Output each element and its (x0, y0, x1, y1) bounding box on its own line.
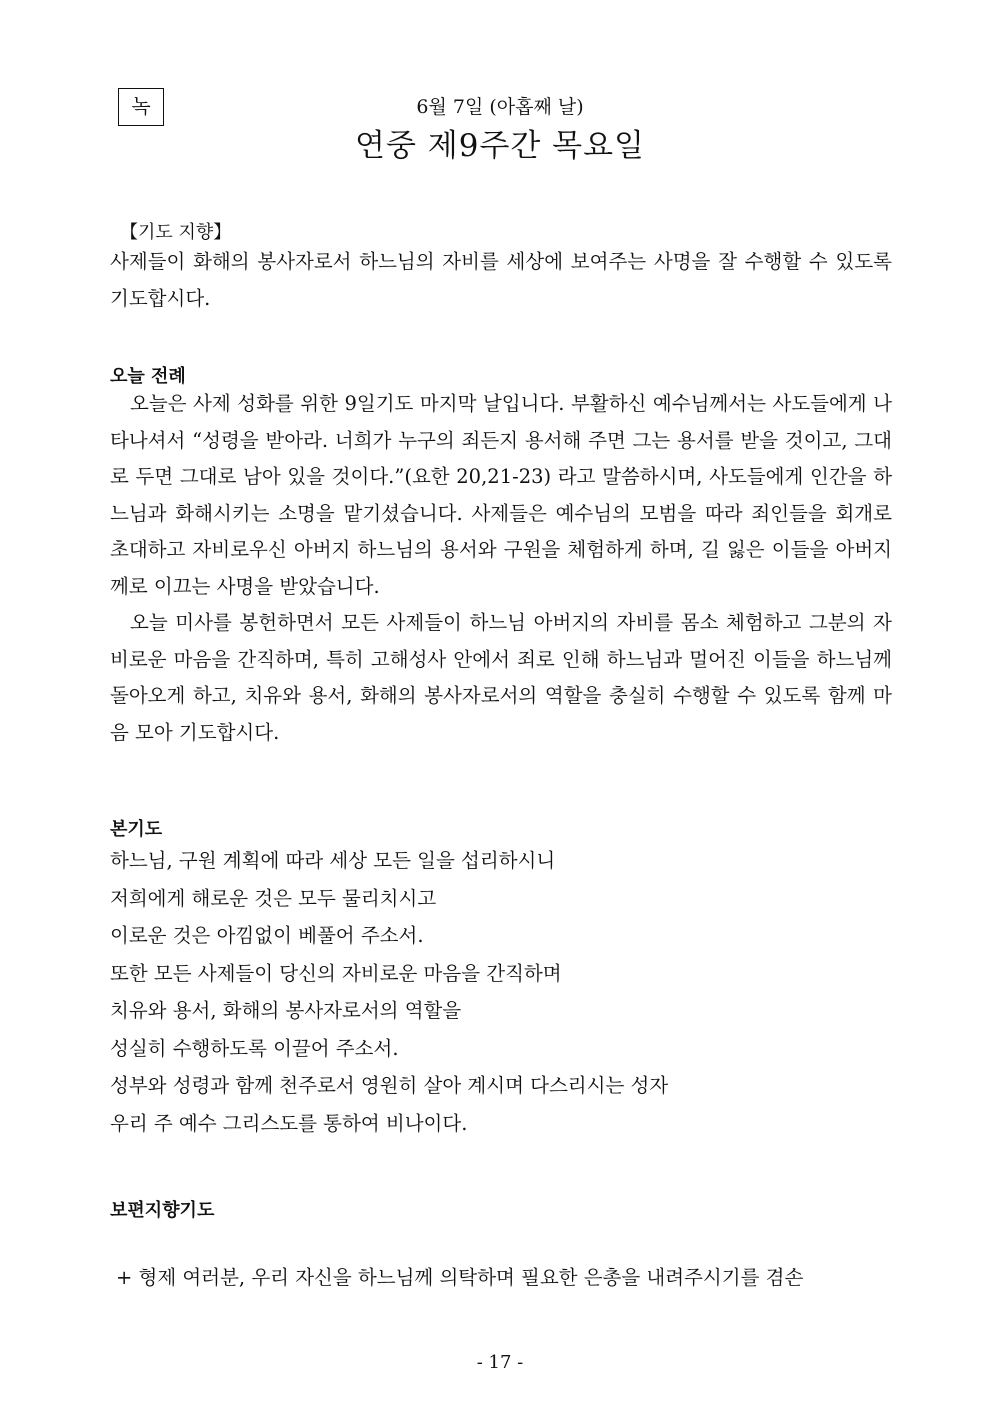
universal-prayer-heading: 보편지향기도 (110, 1200, 215, 1221)
collect-line: 또한 모든 사제들이 당신의 자비로운 마음을 간직하며 (110, 961, 562, 985)
page-number: - 17 - (476, 1352, 524, 1373)
collect-heading: 본기도 (110, 819, 163, 840)
today-liturgy-text (110, 386, 892, 751)
universal-prayer-line: + 형제 여러분, 우리 자신을 하느님께 의탁하며 필요한 은총을 내려주시기를 겸손 (116, 1266, 804, 1289)
collect-prayer (110, 842, 668, 1142)
date-line: 6월 7일 (아홉째 날) (416, 96, 584, 118)
liturgical-color-box: 녹 (118, 88, 164, 126)
collect-line: 하느님, 구원 계획에 따라 세상 모든 일을 섭리하시니 (110, 849, 556, 872)
collect-line: 우리 주 예수 그리스도를 통하여 비나이다. (110, 1111, 468, 1135)
page-title: 연중 제9주간 목요일 (355, 128, 645, 164)
today-liturgy-heading: 오늘 전례 (110, 366, 186, 387)
prayer-intention-label: 【기도 지향】 (120, 222, 232, 243)
today-liturgy-paragraph-2: 오늘 미사를 봉헌하면서 모든 사제들이 하느님 아버지의 자비를 몸소 체험하고 그분의 자비로운 마음을 간직하며, 특히 고해성사 안에서 죄로 인해 하느님과 멀어진 이들을 하느님께 돌아오게 하고, 치유와 용서, 화해의 봉사자로서의 역할을 충실히 수행할 수 있도록 함께 마음 모아 기도합시다. (110, 611, 892, 744)
prayer-intention-paragraph: 사제들이 화해의 봉사자로서 하느님의 자비를 세상에 보여주는 사명을 잘 수행할 수 있도록 기도합시다. (110, 250, 892, 310)
prayer-intention-text (110, 244, 892, 317)
today-liturgy-paragraph-1: 오늘은 사제 성화를 위한 9일기도 마지막 날입니다. 부활하신 예수님께서는 사도들에게 나타나셔서 “성령을 받아라. 너희가 누구의 죄든지 용서해 주면 그는 용서를 받을 것이고, 그대로 두면 그대로 남아 있을 것이다.”(요한 20,21-23) 라고 말씀하시며, 사도들에게 인간을 하느님과 화해시키는 소명을 맡기셨습니다. 사제들은 예수님의 모범을 따라 죄인들을 회개로 초대하고 자비로우신 아버지 하느님의 용서와 구원을 체험하게 하며, 길 잃은 이들을 아버지께로 이끄는 사명을 받았습니다. (110, 392, 892, 598)
collect-line: 이로운 것은 아낌없이 베풀어 주소서. (110, 924, 424, 947)
collect-line: 성실히 수행하도록 이끌어 주소서. (110, 1036, 399, 1060)
collect-line: 치유와 용서, 화해의 봉사자로서의 역할을 (110, 999, 462, 1022)
collect-line: 저희에게 해로운 것은 모두 물리치시고 (110, 886, 437, 910)
collect-line: 성부와 성령과 함께 천주로서 영원히 살아 계시며 다스리시는 성자 (110, 1074, 669, 1097)
